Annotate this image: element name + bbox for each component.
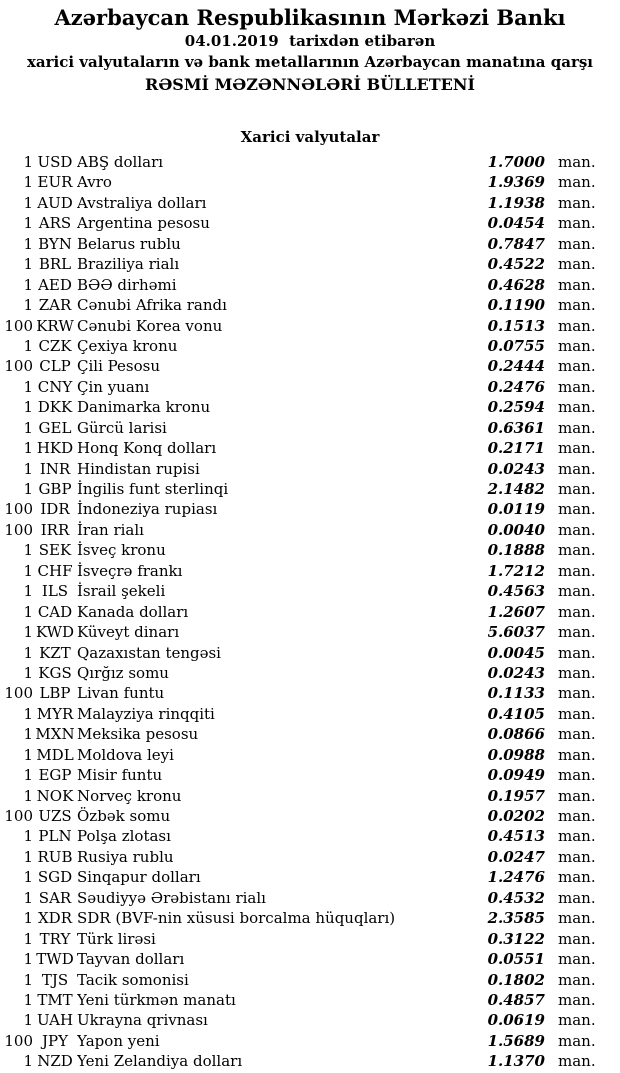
rate-value-cell: 0.0243 (487, 459, 545, 478)
unit-cell: man. (558, 418, 596, 437)
quantity-cell: 1 (23, 561, 33, 580)
rate-row (0, 724, 620, 744)
rate-value-cell: 1.7000 (487, 153, 545, 171)
unit-cell: man. (558, 234, 596, 253)
currency-name-cell: Qırğız somu (77, 663, 169, 682)
unit-cell: man. (558, 275, 596, 294)
rate-value-cell: 0.0755 (487, 336, 545, 355)
unit-cell: man. (558, 766, 596, 785)
unit-cell: man. (558, 868, 596, 887)
rate-value-cell: 1.1370 (487, 1052, 545, 1071)
currency-code-cell: CNY (37, 377, 73, 396)
currency-code-cell: KZT (39, 643, 71, 662)
currency-name-cell: Özbək somu (77, 807, 171, 825)
currency-code-cell: IDR (40, 500, 70, 519)
unit-cell: man. (558, 807, 596, 825)
rate-row (0, 847, 620, 867)
quantity-cell: 1 (23, 725, 33, 744)
rate-value-cell: 0.0045 (487, 643, 545, 662)
quantity-cell: 100 (4, 684, 33, 703)
currency-name-cell: Avro (77, 173, 112, 192)
quantity-cell: 1 (23, 766, 33, 785)
rate-row (0, 520, 620, 540)
quantity-cell: 1 (23, 234, 33, 253)
unit-cell: man. (558, 929, 596, 948)
unit-cell: man. (558, 377, 596, 396)
currency-name-cell: Argentina pesosu (77, 214, 210, 233)
rate-value-cell: 0.4522 (487, 255, 545, 274)
currency-code-cell: TMT (37, 990, 73, 1009)
quantity-cell: 1 (23, 909, 33, 928)
currency-name-cell: ABŞ dolları (77, 153, 164, 171)
unit-cell: man. (558, 193, 596, 212)
rate-row (0, 254, 620, 274)
currency-code-cell: PLN (38, 827, 72, 846)
quantity-cell: 1 (23, 970, 33, 989)
rate-row (0, 888, 620, 908)
rate-value-cell: 0.1133 (487, 684, 545, 703)
rate-row (0, 1010, 620, 1030)
currency-code-cell: CZK (38, 336, 72, 355)
rate-row (0, 745, 620, 765)
currency-code-cell: NZD (37, 1052, 73, 1071)
unit-cell: man. (558, 623, 596, 642)
currency-code-cell: INR (39, 459, 71, 478)
currency-code-cell: RUB (37, 847, 73, 866)
currency-name-cell: Norveç kronu (77, 786, 182, 805)
rate-row (0, 602, 620, 622)
currency-name-cell: BƏƏ dirhəmi (77, 275, 177, 294)
currency-code-cell: TJS (41, 970, 69, 989)
currency-code-cell: KGS (38, 663, 72, 682)
rate-value-cell: 0.4105 (487, 704, 545, 723)
currency-code-cell: AUD (37, 193, 73, 212)
quantity-cell: 1 (23, 418, 33, 437)
unit-cell: man. (558, 296, 596, 315)
quantity-cell: 1 (23, 214, 33, 233)
currency-name-cell: Kanada dolları (77, 602, 189, 621)
currency-code-cell: AED (38, 275, 72, 294)
currency-code-cell: KWD (35, 623, 75, 642)
unit-cell: man. (558, 459, 596, 478)
rate-value-cell: 0.6361 (487, 418, 545, 437)
effective-date-line: 04.01.2019 tarixdən etibarən (184, 32, 436, 50)
rate-row (0, 990, 620, 1010)
unit-cell: man. (558, 1031, 596, 1050)
rate-value-cell: 0.4513 (487, 827, 545, 846)
currency-name-cell: Tacik somonisi (77, 970, 189, 989)
quantity-cell: 1 (23, 745, 33, 764)
bulletin-subtitle: xarici valyutaların və bank metallarının Azərbaycan manatına qarşı (26, 53, 594, 71)
rate-row (0, 561, 620, 581)
quantity-cell: 1 (23, 827, 33, 846)
unit-cell: man. (558, 643, 596, 662)
rate-value-cell: 0.4532 (487, 888, 545, 907)
unit-cell: man. (558, 663, 596, 682)
currency-name-cell: İran rialı (77, 520, 144, 539)
quantity-cell: 1 (23, 275, 33, 294)
rate-value-cell: 0.2476 (487, 377, 545, 396)
quantity-cell: 1 (23, 663, 33, 682)
currency-code-cell: BYN (38, 234, 72, 253)
currency-code-cell: EGP (38, 766, 72, 785)
rate-value-cell: 0.0040 (487, 520, 545, 539)
rate-row (0, 663, 620, 683)
currency-code-cell: ARS (38, 214, 72, 233)
rate-row (0, 908, 620, 928)
rate-value-cell: 5.6037 (487, 623, 545, 642)
rate-value-cell: 0.1957 (487, 786, 545, 805)
rate-row (0, 704, 620, 724)
rate-value-cell: 1.9369 (487, 173, 545, 192)
currency-code-cell: SGD (37, 868, 73, 887)
rate-row (0, 581, 620, 601)
currency-name-cell: Meksika pesosu (77, 725, 199, 744)
rate-value-cell: 0.0949 (487, 766, 545, 785)
rate-value-cell: 1.5689 (487, 1031, 545, 1050)
rate-row (0, 1051, 620, 1071)
unit-cell: man. (558, 847, 596, 866)
currency-name-cell: Sinqapur dolları (77, 868, 201, 887)
rate-row (0, 949, 620, 969)
currency-name-cell: Cənubi Afrika randı (77, 296, 227, 315)
rate-row (0, 1031, 620, 1051)
rate-row (0, 316, 620, 336)
rate-row (0, 929, 620, 949)
currency-name-cell: Danimarka kronu (77, 398, 211, 417)
currency-code-cell: XDR (38, 909, 72, 928)
unit-cell: man. (558, 500, 596, 519)
quantity-cell: 100 (4, 357, 33, 376)
unit-cell: man. (558, 1052, 596, 1071)
rate-value-cell: 0.0247 (487, 847, 545, 866)
currency-name-cell: Malayziya rinqqiti (77, 704, 215, 723)
currency-code-cell: LBP (39, 684, 71, 703)
currency-code-cell: CLP (39, 357, 71, 376)
unit-cell: man. (558, 990, 596, 1009)
quantity-cell: 1 (23, 990, 33, 1009)
unit-cell: man. (558, 827, 596, 846)
section-title-foreign-currencies: Xarici valyutalar (240, 128, 380, 146)
unit-cell: man. (558, 704, 596, 723)
rate-row (0, 377, 620, 397)
currency-name-cell: Avstraliya dolları (77, 193, 207, 212)
currency-name-cell: Qazaxıstan tengəsi (77, 643, 221, 662)
quantity-cell: 100 (4, 500, 33, 519)
rate-value-cell: 0.0866 (487, 725, 545, 744)
rate-row (0, 234, 620, 254)
rate-row (0, 786, 620, 806)
unit-cell: man. (558, 480, 596, 498)
currency-name-cell: İndoneziya rupiası (77, 500, 218, 519)
bank-title: Azərbaycan Respublikasının Mərkəzi Bankı (54, 5, 566, 30)
currency-name-cell: Braziliya rialı (77, 255, 180, 274)
rate-row (0, 172, 620, 192)
unit-cell: man. (558, 520, 596, 539)
rate-row (0, 867, 620, 887)
rate-row (0, 622, 620, 642)
unit-cell: man. (558, 745, 596, 764)
rate-value-cell: 0.3122 (487, 929, 545, 948)
rate-value-cell: 0.0619 (487, 1011, 545, 1030)
rate-value-cell: 0.2594 (487, 398, 545, 417)
rate-row (0, 826, 620, 846)
bulletin-title: RƏSMİ MƏZƏNNƏLƏRİ BÜLLETENİ (145, 75, 475, 94)
unit-cell: man. (558, 398, 596, 417)
quantity-cell: 1 (23, 153, 33, 171)
rate-row (0, 499, 620, 519)
rate-value-cell: 0.4857 (487, 990, 545, 1009)
rate-row (0, 438, 620, 458)
currency-code-cell: IRR (40, 520, 70, 539)
currency-name-cell: Küveyt dinarı (77, 623, 180, 642)
rate-value-cell: 0.0454 (487, 214, 545, 233)
currency-code-cell: JPY (41, 1031, 68, 1050)
rate-value-cell: 0.2444 (487, 357, 545, 376)
quantity-cell: 1 (23, 1011, 33, 1030)
currency-name-cell: İsveç kronu (77, 541, 166, 560)
currency-code-cell: BRL (38, 255, 72, 274)
currency-name-cell: Səudiyyə Ərəbistanı rialı (77, 888, 266, 907)
rate-value-cell: 0.0119 (487, 500, 545, 519)
rate-row (0, 152, 620, 172)
quantity-cell: 1 (23, 868, 33, 887)
quantity-cell: 1 (23, 602, 33, 621)
unit-cell: man. (558, 909, 596, 928)
unit-cell: man. (558, 950, 596, 969)
rate-row (0, 765, 620, 785)
currency-code-cell: KRW (36, 316, 74, 335)
currency-name-cell: Belarus rublu (77, 234, 181, 253)
currency-code-cell: GBP (38, 480, 72, 498)
currency-name-cell: SDR (BVF-nin xüsusi borcalma hüquqları) (77, 909, 396, 928)
unit-cell: man. (558, 439, 596, 458)
rate-value-cell: 0.4563 (487, 582, 545, 601)
currency-name-cell: Hindistan rupisi (77, 459, 200, 478)
currency-code-cell: MYR (36, 704, 74, 723)
rate-row (0, 295, 620, 315)
rate-row (0, 683, 620, 703)
currency-code-cell: SAR (38, 888, 72, 907)
quantity-cell: 1 (23, 296, 33, 315)
rate-row (0, 459, 620, 479)
quantity-cell: 1 (23, 1052, 33, 1071)
quantity-cell: 1 (23, 582, 33, 601)
quantity-cell: 1 (23, 336, 33, 355)
unit-cell: man. (558, 336, 596, 355)
quantity-cell: 1 (23, 459, 33, 478)
rate-row (0, 643, 620, 663)
unit-cell: man. (558, 153, 596, 171)
rate-row (0, 397, 620, 417)
currency-name-cell: Gürcü larisi (77, 418, 167, 437)
rate-value-cell: 0.0243 (487, 663, 545, 682)
currency-code-cell: ZAR (38, 296, 72, 315)
rate-value-cell: 2.1482 (487, 480, 545, 498)
currency-code-cell: UAH (36, 1011, 74, 1030)
unit-cell: man. (558, 786, 596, 805)
currency-code-cell: TRY (39, 929, 71, 948)
currency-name-cell: Çin yuanı (77, 377, 150, 396)
quantity-cell: 1 (23, 193, 33, 212)
quantity-cell: 1 (23, 398, 33, 417)
quantity-cell: 100 (4, 316, 33, 335)
quantity-cell: 1 (23, 786, 33, 805)
quantity-cell: 1 (23, 480, 33, 498)
quantity-cell: 100 (4, 1031, 33, 1050)
currency-name-cell: İsveçrə frankı (77, 561, 183, 580)
unit-cell: man. (558, 684, 596, 703)
unit-cell: man. (558, 214, 596, 233)
currency-name-cell: Yeni Zelandiya dolları (77, 1052, 243, 1071)
quantity-cell: 1 (23, 173, 33, 192)
rate-value-cell: 0.1888 (487, 541, 545, 560)
rate-row (0, 479, 620, 499)
unit-cell: man. (558, 970, 596, 989)
quantity-cell: 100 (4, 520, 33, 539)
rate-row (0, 970, 620, 990)
rate-value-cell: 0.0988 (487, 745, 545, 764)
quantity-cell: 1 (23, 704, 33, 723)
rate-row (0, 275, 620, 295)
rate-value-cell: 0.7847 (487, 234, 545, 253)
rate-value-cell: 0.1513 (487, 316, 545, 335)
rate-value-cell: 0.0202 (487, 807, 545, 825)
rate-value-cell: 1.2476 (487, 868, 545, 887)
unit-cell: man. (558, 725, 596, 744)
currency-name-cell: Ukrayna qrivnası (77, 1011, 208, 1030)
rate-value-cell: 0.1190 (487, 296, 545, 315)
quantity-cell: 1 (23, 541, 33, 560)
unit-cell: man. (558, 561, 596, 580)
currency-code-cell: NOK (36, 786, 74, 805)
currency-name-cell: İsrail şekeli (77, 582, 166, 601)
rate-row (0, 806, 620, 826)
unit-cell: man. (558, 357, 596, 376)
currency-code-cell: UZS (38, 807, 72, 825)
rate-value-cell: 2.3585 (487, 909, 545, 928)
rate-value-cell: 0.1802 (487, 970, 545, 989)
currency-code-cell: GEL (38, 418, 72, 437)
quantity-cell: 1 (23, 377, 33, 396)
currency-code-cell: CAD (37, 602, 73, 621)
currency-code-cell: EUR (37, 173, 73, 192)
currency-code-cell: DKK (37, 398, 73, 417)
currency-name-cell: İngilis funt sterlinqi (77, 480, 229, 498)
rate-value-cell: 0.0551 (487, 950, 545, 969)
unit-cell: man. (558, 255, 596, 274)
unit-cell: man. (558, 316, 596, 335)
currency-name-cell: Yeni türkmən manatı (77, 990, 236, 1009)
rate-row (0, 213, 620, 233)
rates-table (0, 152, 620, 1072)
currency-code-cell: SEK (38, 541, 72, 560)
rate-row (0, 193, 620, 213)
currency-code-cell: CHF (37, 561, 73, 580)
currency-name-cell: Rusiya rublu (77, 847, 174, 866)
rate-row (0, 540, 620, 560)
quantity-cell: 1 (23, 439, 33, 458)
quantity-cell: 1 (23, 623, 33, 642)
currency-code-cell: USD (37, 153, 73, 171)
rate-value-cell: 1.7212 (487, 561, 545, 580)
currency-code-cell: MXN (35, 725, 75, 744)
currency-code-cell: ILS (41, 582, 69, 601)
unit-cell: man. (558, 541, 596, 560)
currency-name-cell: Moldova leyi (77, 745, 174, 764)
quantity-cell: 1 (23, 929, 33, 948)
rate-value-cell: 1.2607 (487, 602, 545, 621)
quantity-cell: 1 (23, 888, 33, 907)
rate-row (0, 356, 620, 376)
rate-row (0, 336, 620, 356)
currency-name-cell: Çexiya kronu (77, 336, 178, 355)
quantity-cell: 1 (23, 255, 33, 274)
unit-cell: man. (558, 888, 596, 907)
quantity-cell: 1 (23, 847, 33, 866)
currency-name-cell: Cənubi Korea vonu (77, 316, 223, 335)
unit-cell: man. (558, 173, 596, 192)
currency-name-cell: Livan funtu (77, 684, 165, 703)
currency-code-cell: HKD (36, 439, 74, 458)
unit-cell: man. (558, 582, 596, 601)
currency-name-cell: Polşa zlotası (77, 827, 171, 846)
rate-value-cell: 0.2171 (487, 439, 545, 458)
quantity-cell: 1 (23, 643, 33, 662)
bulletin-header (0, 0, 620, 96)
currency-name-cell: Çili Pesosu (77, 357, 161, 376)
quantity-cell: 1 (23, 950, 33, 969)
rate-row (0, 418, 620, 438)
rate-value-cell: 1.1938 (487, 193, 545, 212)
currency-code-cell: TWD (36, 950, 74, 969)
unit-cell: man. (558, 1011, 596, 1030)
currency-name-cell: Türk lirəsi (77, 929, 156, 948)
rate-value-cell: 0.4628 (487, 275, 545, 294)
currency-name-cell: Misir funtu (77, 766, 163, 785)
quantity-cell: 100 (4, 807, 33, 825)
currency-name-cell: Tayvan dolları (77, 950, 185, 969)
currency-name-cell: Yapon yeni (77, 1031, 160, 1050)
currency-code-cell: MDL (36, 745, 74, 764)
unit-cell: man. (558, 602, 596, 621)
currency-name-cell: Honq Konq dolları (77, 439, 217, 458)
